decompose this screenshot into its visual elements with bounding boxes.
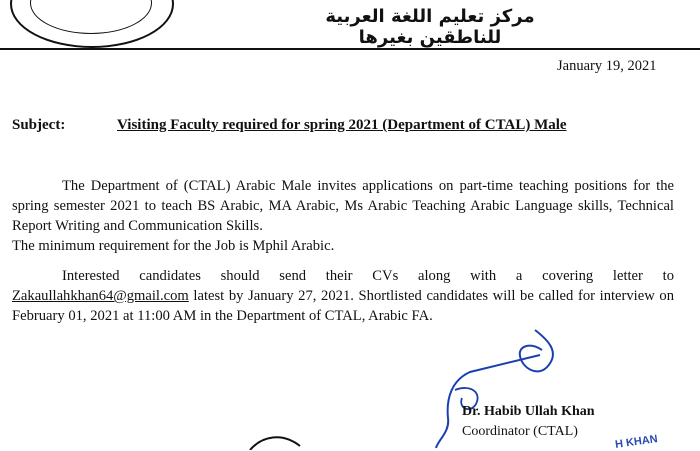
signature-fragment [250,437,300,450]
paragraph-requirement: The minimum requirement for the Job is Mphil Arabic. [12,238,335,254]
application-text-before: Interested candidates should send their CVs along with a covering letter to [62,268,674,284]
signatory-role: Coordinator (CTAL) [462,424,578,439]
signatory-name: Dr. Habib Ullah Khan [462,404,595,419]
signature-loop [520,330,553,371]
subject-title: Visiting Faculty required for spring 2021 (Department of CTAL) Male [117,117,567,133]
arabic-center-title: مركز تعليم اللغة العربية للناطقين بغيرها [325,6,535,48]
official-stamp-text: H KHAN [614,433,659,451]
letter-date: January 19, 2021 [557,58,657,74]
application-text-after: latest by January 27, 2021. Shortlisted candidates will be called for interview on February 01, 2021 at 11:00 AM in the Department of CTAL, Arabic FA. [12,288,674,324]
paragraph-invitation: The Department of (CTAL) Arabic Male invites applications on part-time teaching positions for the spring semester 2021 to teach BS Arabic, MA Arabic, Ms Arabic Teaching Arabic Language skills, Technical Report Writing and Communication Skills. [12,178,674,234]
email-link[interactable]: Zakaullahkhan64@gmail.com [12,288,189,304]
subject-label: Subject: [12,117,66,133]
